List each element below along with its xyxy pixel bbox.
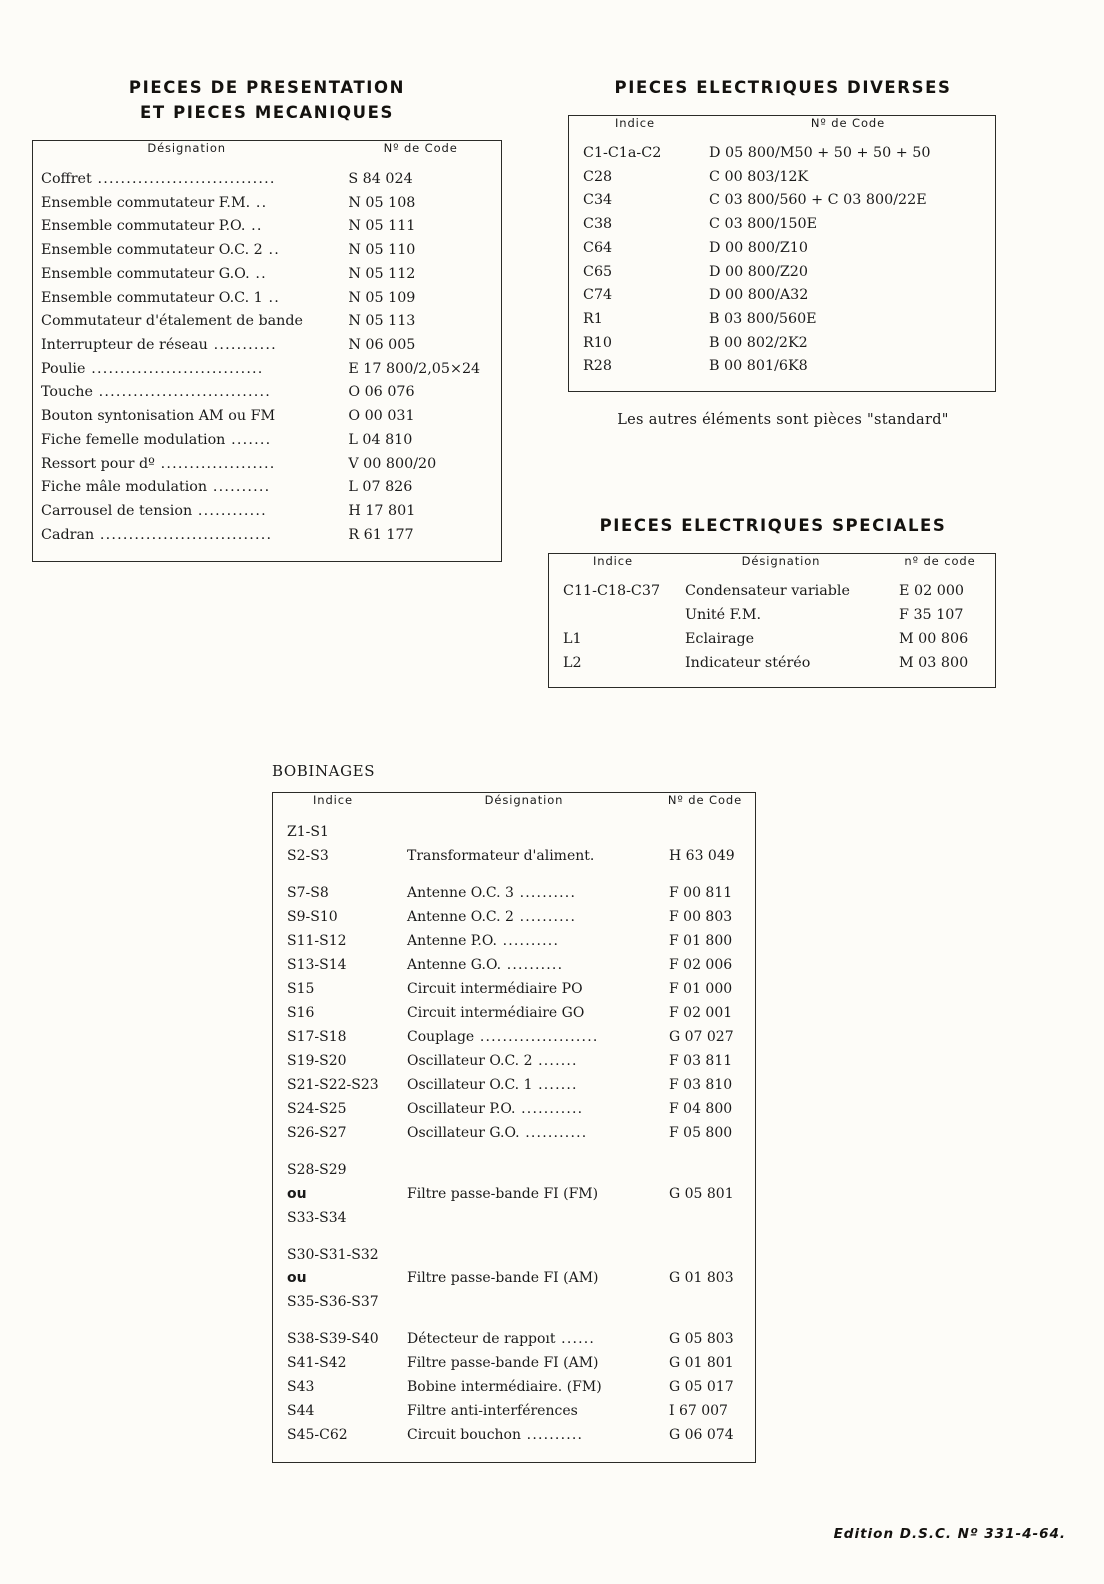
cell-designation: Eclairage bbox=[685, 631, 755, 648]
cell-indice: S45-C62 bbox=[287, 1427, 348, 1444]
header-code: Nº de Code bbox=[383, 141, 458, 155]
cell-code: G 01 801 bbox=[669, 1355, 734, 1372]
cell-code: F 02 006 bbox=[669, 956, 733, 973]
cell-dots: ............................... bbox=[91, 171, 276, 187]
cell-code: F 03 811 bbox=[669, 1052, 733, 1069]
table-bobinages bbox=[272, 792, 756, 1463]
cell-indice: C11-C18-C37 bbox=[563, 583, 661, 599]
table-row bbox=[33, 168, 340, 192]
cell-indice: L1 bbox=[563, 631, 582, 648]
cell-code: G 05 017 bbox=[669, 1379, 734, 1396]
row-gap bbox=[273, 1315, 393, 1328]
row-gap bbox=[655, 1231, 755, 1244]
cell-indice: S13-S14 bbox=[287, 956, 347, 973]
table-row bbox=[33, 405, 340, 429]
cell-code: E 02 000 bbox=[899, 583, 965, 599]
cell-designation bbox=[393, 1291, 655, 1315]
row-gap bbox=[393, 1231, 655, 1244]
cell-designation: Ensemble commutateur F.M. bbox=[41, 194, 251, 211]
table-row bbox=[393, 1050, 655, 1074]
cell-code: D 00 800/Z10 bbox=[709, 239, 808, 256]
column-designation bbox=[677, 568, 885, 687]
table-row bbox=[33, 381, 340, 405]
column-code bbox=[655, 807, 756, 1463]
cell-dots: .. bbox=[262, 242, 281, 259]
cell-code: C 03 800/560 + C 03 800/22E bbox=[709, 192, 927, 209]
table-row bbox=[393, 1400, 655, 1424]
cell-dots: ....... bbox=[532, 1076, 578, 1093]
cell-code: M 00 806 bbox=[899, 631, 969, 648]
cell-designation: Transformateur d'aliment. bbox=[407, 847, 595, 864]
cell-designation: Ensemble commutateur O.C. 2 bbox=[41, 242, 263, 259]
cell-designation: Fiche femelle modulation bbox=[41, 431, 226, 448]
table-row bbox=[393, 1376, 655, 1400]
cell-code: S 84 024 bbox=[348, 171, 413, 187]
cell-dots: .......... bbox=[513, 908, 577, 925]
cell-dots: .............................. bbox=[85, 360, 264, 377]
cell-code: F 01 800 bbox=[669, 932, 733, 949]
table-row bbox=[33, 287, 340, 311]
cell-code bbox=[655, 1244, 755, 1268]
table-body-row bbox=[273, 807, 756, 1463]
cell-dots: .. bbox=[262, 289, 281, 306]
header-designation: Désignation bbox=[484, 793, 564, 807]
cell-indice: S11-S12 bbox=[287, 932, 347, 949]
cell-dots: ........... bbox=[207, 337, 277, 354]
cell-indice: S33-S34 bbox=[287, 1209, 347, 1226]
row-gap bbox=[273, 1231, 393, 1244]
cell-designation: Interrupteur de réseau bbox=[41, 337, 208, 354]
cell-designation: Bobine intermédiaire. (FM) bbox=[407, 1379, 602, 1396]
table-row bbox=[33, 192, 340, 216]
cell-designation: Antenne O.C. 2 bbox=[407, 908, 514, 925]
table-row bbox=[393, 1002, 655, 1026]
cell-dots: ............ bbox=[192, 503, 267, 520]
page-footer-edition: Edition D.S.C. Nº 331-4-64. bbox=[833, 1526, 1066, 1542]
column-designation bbox=[393, 807, 655, 1463]
cell-code: D 00 800/A32 bbox=[709, 287, 809, 304]
cell-designation: Ressort pour dº bbox=[41, 455, 155, 472]
table-row bbox=[33, 476, 340, 500]
cell-designation: Filtre passe-bande FI (AM) bbox=[407, 1270, 599, 1287]
cell-code: N 05 112 bbox=[348, 265, 416, 282]
cell-indice: S7-S8 bbox=[287, 884, 329, 901]
cell-code: O 00 031 bbox=[348, 408, 415, 425]
cell-code bbox=[655, 1159, 755, 1183]
cell-designation: Oscillateur O.C. 2 bbox=[407, 1052, 533, 1069]
row-gap bbox=[655, 869, 755, 882]
cell-code: N 05 113 bbox=[348, 313, 416, 330]
table-row bbox=[33, 334, 340, 358]
cell-code: V 00 800/20 bbox=[348, 455, 437, 472]
row-gap bbox=[393, 1146, 655, 1159]
cell-code: C 03 800/150E bbox=[709, 216, 818, 233]
cell-code: G 06 074 bbox=[669, 1427, 734, 1444]
cell-code: F 00 803 bbox=[669, 908, 733, 925]
cell-code: L 07 826 bbox=[348, 479, 413, 496]
cell-designation: Carrousel de tension bbox=[41, 503, 193, 520]
cell-indice: S24-S25 bbox=[287, 1100, 347, 1117]
column-designation bbox=[33, 155, 341, 561]
cell-designation: Ensemble commutateur G.O. bbox=[41, 265, 250, 282]
cell-code: C 00 803/12K bbox=[709, 168, 809, 185]
cell-designation: Détecteur de rappoıt bbox=[407, 1331, 556, 1348]
cell-indice: S44 bbox=[287, 1403, 315, 1420]
cell-code: B 03 800/560E bbox=[709, 311, 817, 328]
cell-code: I 67 007 bbox=[669, 1403, 728, 1420]
cell-code: G 05 803 bbox=[669, 1331, 734, 1348]
cell-code: E 17 800/2,05×24 bbox=[348, 360, 481, 377]
cell-designation: Touche bbox=[41, 384, 93, 401]
row-gap bbox=[393, 869, 655, 882]
table-row bbox=[33, 310, 340, 334]
table-row bbox=[393, 930, 655, 954]
cell-designation: Antenne O.C. 3 bbox=[407, 884, 514, 901]
cell-code: F 35 107 bbox=[899, 607, 964, 624]
table-body-row bbox=[33, 155, 502, 561]
table-row bbox=[393, 906, 655, 930]
cell-dots: ........... bbox=[519, 1124, 588, 1141]
cell-indice-ou: ou bbox=[287, 1185, 307, 1202]
cell-designation: Antenne P.O. bbox=[407, 932, 497, 949]
cell-dots: ..................... bbox=[474, 1028, 599, 1045]
cell-code: G 05 801 bbox=[669, 1185, 734, 1202]
cell-dots: ....... bbox=[225, 431, 272, 448]
cell-designation: Fiche mâle modulation bbox=[41, 479, 208, 496]
cell-indice: R10 bbox=[583, 334, 612, 351]
cell-indice-ou: ou bbox=[287, 1270, 307, 1287]
cell-dots: .. bbox=[250, 194, 268, 211]
cell-designation: Ensemble commutateur O.C. 1 bbox=[41, 289, 263, 306]
row-gap bbox=[273, 869, 393, 882]
cell-code: N 05 111 bbox=[348, 218, 416, 235]
row-gap bbox=[655, 1146, 755, 1159]
table-row bbox=[393, 978, 655, 1002]
cell-indice: C1-C1a-C2 bbox=[583, 145, 662, 161]
cell-indice: S26-S27 bbox=[287, 1124, 347, 1141]
cell-code: R 61 177 bbox=[348, 526, 414, 543]
cell-dots: ....... bbox=[532, 1052, 578, 1069]
table-pieces-presentation bbox=[32, 140, 502, 562]
cell-designation: Unité F.M. bbox=[685, 607, 762, 624]
table-header-row bbox=[33, 141, 502, 156]
cell-indice: S28-S29 bbox=[287, 1161, 347, 1178]
cell-indice: C64 bbox=[583, 239, 613, 256]
table-row bbox=[393, 1352, 655, 1376]
cell-dots: .......... bbox=[521, 1427, 584, 1444]
section-pieces-electriques-diverses bbox=[568, 78, 998, 428]
cell-designation bbox=[393, 821, 655, 845]
table-row bbox=[393, 954, 655, 978]
table-row bbox=[393, 1328, 655, 1352]
cell-code: H 63 049 bbox=[669, 847, 735, 864]
table-pieces-electriques-diverses bbox=[568, 115, 996, 392]
cell-designation: Circuit intermédiaire PO bbox=[407, 980, 583, 997]
cell-code: N 06 005 bbox=[348, 337, 416, 354]
cell-code: B 00 801/6K8 bbox=[709, 358, 808, 375]
cell-code: D 05 800/M50 + 50 + 50 + 50 bbox=[709, 145, 931, 161]
row-gap bbox=[655, 1315, 755, 1328]
cell-indice: S30-S31-S32 bbox=[287, 1246, 379, 1263]
column-code bbox=[701, 130, 996, 392]
table-row bbox=[33, 500, 340, 524]
column-code bbox=[340, 155, 501, 561]
cell-indice: S43 bbox=[287, 1379, 315, 1396]
cell-code: F 04 800 bbox=[669, 1100, 733, 1117]
cell-designation: Condensateur variable bbox=[685, 583, 850, 599]
cell-indice: C34 bbox=[583, 192, 613, 209]
cell-designation: Ensemble commutateur P.O. bbox=[41, 218, 246, 235]
cell-indice: C28 bbox=[583, 168, 613, 185]
table-row bbox=[393, 1122, 655, 1146]
table-row bbox=[393, 1424, 655, 1448]
table-row bbox=[33, 453, 340, 477]
cell-dots: .......... bbox=[496, 932, 560, 949]
cell-code: F 00 811 bbox=[669, 884, 733, 901]
header-indice: Indice bbox=[615, 116, 655, 130]
cell-designation: Filtre anti-interférences bbox=[407, 1403, 578, 1420]
cell-code: F 02 001 bbox=[669, 1004, 733, 1021]
table-header-row bbox=[273, 793, 756, 808]
section-bobinages bbox=[272, 762, 756, 1463]
table-row bbox=[393, 1026, 655, 1050]
cell-code: N 05 108 bbox=[348, 194, 416, 211]
column-indice bbox=[569, 130, 702, 392]
cell-designation: Oscillateur P.O. bbox=[407, 1100, 516, 1117]
header-code: nº de code bbox=[904, 554, 976, 568]
cell-indice: C74 bbox=[583, 287, 613, 304]
cell-code: O 06 076 bbox=[348, 384, 415, 401]
cell-designation: Antenne G.O. bbox=[407, 956, 502, 973]
cell-dots: .................... bbox=[154, 455, 276, 472]
cell-designation: Oscillateur G.O. bbox=[407, 1124, 520, 1141]
cell-designation bbox=[393, 1159, 655, 1183]
cell-designation: Filtre passe-bande FI (AM) bbox=[407, 1355, 599, 1372]
cell-indice: S17-S18 bbox=[287, 1028, 347, 1045]
cell-code: G 01 803 bbox=[669, 1270, 734, 1287]
header-designation: Désignation bbox=[741, 554, 821, 568]
cell-dots: .. bbox=[249, 265, 267, 282]
cell-code: B 00 802/2K2 bbox=[709, 334, 808, 351]
cell-indice: S35-S36-S37 bbox=[287, 1294, 379, 1311]
cell-dots: .............................. bbox=[94, 526, 273, 543]
row-gap bbox=[273, 1146, 393, 1159]
cell-indice: L2 bbox=[563, 655, 582, 672]
cell-code: F 01 000 bbox=[669, 980, 733, 997]
cell-code bbox=[655, 1207, 755, 1231]
cell-designation: Circuit bouchon bbox=[407, 1427, 522, 1444]
cell-dots: .......... bbox=[207, 479, 271, 496]
cell-indice: S41-S42 bbox=[287, 1355, 347, 1372]
cell-code: H 17 801 bbox=[348, 503, 416, 520]
cell-indice: S19-S20 bbox=[287, 1052, 347, 1069]
table-row bbox=[33, 239, 340, 263]
cell-designation bbox=[393, 1244, 655, 1268]
cell-designation: Filtre passe-bande FI (FM) bbox=[407, 1185, 599, 1202]
cell-indice: R1 bbox=[583, 311, 603, 328]
cell-designation: Cadran bbox=[41, 526, 95, 543]
section-title-diverses: PIECES ELECTRIQUES DIVERSES bbox=[614, 78, 952, 97]
header-designation: Désignation bbox=[147, 141, 226, 155]
table-header-row bbox=[569, 116, 996, 131]
cell-designation: Couplage bbox=[407, 1028, 475, 1045]
cell-code: D 00 800/Z20 bbox=[709, 263, 808, 280]
column-indice bbox=[549, 568, 678, 687]
table-row bbox=[33, 215, 340, 239]
table-row bbox=[33, 263, 340, 287]
cell-designation: Indicateur stéréo bbox=[685, 655, 811, 672]
section-title-presentation-line1: PIECES DE PRESENTATION bbox=[128, 78, 406, 97]
cell-indice: S2-S3 bbox=[287, 847, 329, 864]
cell-designation: Circuit intermédiaire GO bbox=[407, 1004, 585, 1021]
section-label-bobinages: BOBINAGES bbox=[272, 762, 376, 780]
cell-designation: Coffret bbox=[41, 171, 92, 187]
table-pieces-electriques-speciales bbox=[548, 553, 996, 688]
section-title-presentation-line2: ET PIECES MECANIQUES bbox=[140, 103, 394, 122]
cell-code bbox=[655, 1291, 755, 1315]
cell-designation: Bouton syntonisation AM ou FM bbox=[41, 408, 276, 425]
cell-indice: R28 bbox=[583, 358, 612, 375]
cell-dots: ........... bbox=[515, 1100, 584, 1117]
cell-indice: S21-S22-S23 bbox=[287, 1076, 379, 1093]
header-code: Nº de Code bbox=[667, 793, 743, 807]
table-body-row bbox=[569, 130, 996, 392]
cell-indice: S9-S10 bbox=[287, 908, 338, 925]
table-row bbox=[393, 882, 655, 906]
cell-designation: Oscillateur O.C. 1 bbox=[407, 1076, 533, 1093]
cell-dots: .......... bbox=[513, 884, 577, 901]
column-indice bbox=[273, 807, 394, 1463]
cell-designation bbox=[393, 1207, 655, 1231]
table-row bbox=[33, 524, 340, 548]
row-gap bbox=[393, 1315, 655, 1328]
cell-indice bbox=[549, 603, 677, 627]
table-body-row bbox=[549, 568, 996, 687]
table-header-row bbox=[549, 554, 996, 569]
table-row bbox=[393, 1074, 655, 1098]
cell-code: F 05 800 bbox=[669, 1124, 733, 1141]
note-standard-parts: Les autres éléments sont pièces "standard" bbox=[617, 412, 949, 429]
cell-indice: S15 bbox=[287, 980, 315, 997]
cell-code: F 03 810 bbox=[669, 1076, 733, 1093]
table-row bbox=[33, 358, 340, 382]
section-title-speciales: PIECES ELECTRIQUES SPECIALES bbox=[599, 516, 947, 535]
column-code bbox=[885, 568, 996, 687]
cell-dots: .............................. bbox=[92, 384, 272, 401]
cell-code: M 03 800 bbox=[899, 655, 969, 672]
cell-indice: Z1-S1 bbox=[287, 824, 329, 840]
header-indice: Indice bbox=[313, 793, 353, 807]
cell-code: G 07 027 bbox=[669, 1028, 734, 1045]
cell-dots: .......... bbox=[501, 956, 564, 973]
header-indice: Indice bbox=[593, 554, 633, 568]
cell-code bbox=[655, 821, 755, 845]
cell-indice: S16 bbox=[287, 1004, 315, 1021]
cell-indice: S38-S39-S40 bbox=[287, 1331, 379, 1348]
cell-dots: .. bbox=[245, 218, 263, 235]
cell-code: L 04 810 bbox=[348, 431, 413, 448]
cell-designation: Poulie bbox=[41, 360, 86, 377]
table-row bbox=[33, 429, 340, 453]
section-pieces-presentation bbox=[32, 78, 502, 562]
header-code: Nº de Code bbox=[810, 116, 886, 130]
table-row bbox=[393, 1098, 655, 1122]
section-pieces-electriques-speciales bbox=[548, 516, 998, 688]
cell-indice: C65 bbox=[583, 263, 613, 280]
cell-indice: C38 bbox=[583, 216, 613, 233]
cell-designation: Commutateur d'étalement de bande bbox=[41, 313, 303, 330]
cell-dots: ...... bbox=[555, 1331, 596, 1348]
cell-code: N 05 110 bbox=[348, 242, 416, 259]
cell-code: N 05 109 bbox=[348, 289, 416, 306]
